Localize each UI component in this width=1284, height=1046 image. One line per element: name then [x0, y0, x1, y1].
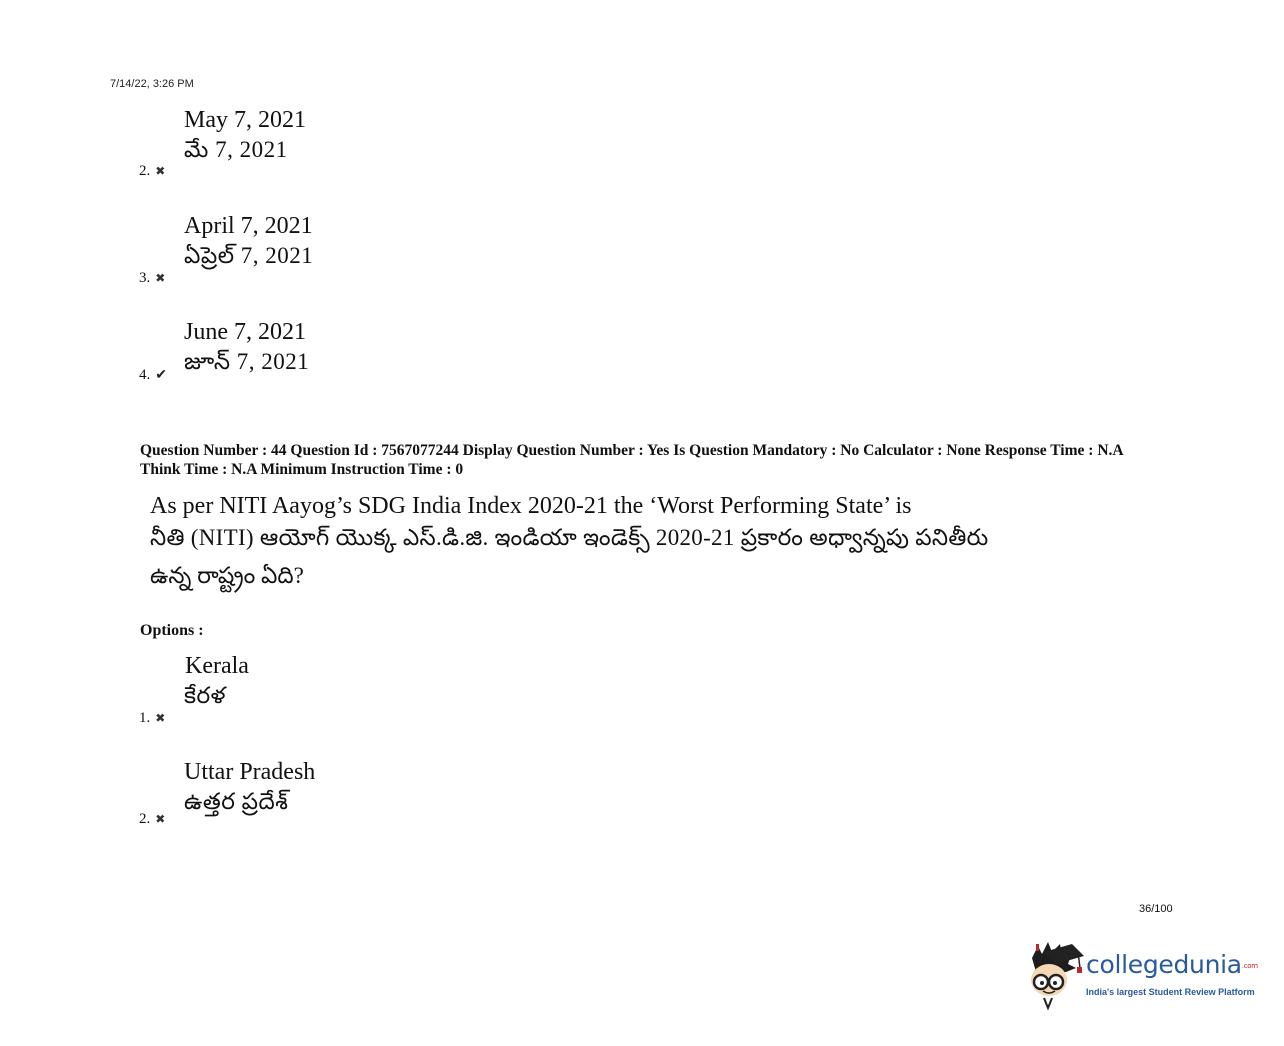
option-2-telugu: ఉత్తర ప్రదేశ్	[184, 789, 289, 814]
prev-option-4-telugu: జూన్ 7, 2021	[184, 349, 310, 374]
prev-option-2-english: May 7, 2021	[184, 107, 306, 133]
prev-option-4-number-row	[139, 367, 167, 384]
prev-option-3-telugu: ఏప్రెల్ 7, 2021	[184, 243, 314, 268]
prev-option-3-number-row	[139, 270, 165, 287]
cross-icon: ✖	[155, 164, 166, 178]
option-1-number-row	[139, 710, 165, 727]
prev-option-4-english: June 7, 2021	[184, 319, 306, 345]
page-number: 36/100	[1139, 903, 1173, 915]
prev-option-3-english: April 7, 2021	[184, 213, 313, 239]
question-text-english: As per NITI Aayog’s SDG India Index 2020-21 the ‘Worst Performing State’ is	[150, 493, 912, 519]
check-icon: ✔	[155, 368, 167, 383]
option-2-english: Uttar Pradesh	[184, 759, 316, 785]
option-number: 2.	[139, 163, 151, 179]
logo-text: collegedunia	[1086, 950, 1242, 979]
logo-wordmark	[1086, 950, 1258, 979]
print-timestamp: 7/14/22, 3:26 PM	[110, 78, 194, 90]
collegedunia-logo	[1022, 938, 1262, 1010]
prev-option-2-telugu: మే 7, 2021	[184, 137, 288, 162]
logo-tagline: India's largest Student Review Platform	[1086, 987, 1255, 997]
logo-suffix: .com	[1241, 962, 1258, 970]
question-text-telugu-line-2: ఉన్న రాష్ట్రం ఏది?	[150, 563, 304, 588]
cross-icon: ✖	[155, 711, 166, 725]
option-1-english: Kerala	[185, 653, 249, 679]
option-number: 2.	[139, 811, 151, 827]
option-number: 3.	[139, 270, 151, 286]
cross-icon: ✖	[155, 812, 166, 826]
student-mascot-icon	[1022, 938, 1086, 1010]
option-2-number-row	[139, 811, 165, 828]
prev-option-2-number-row	[139, 163, 165, 180]
option-number: 1.	[139, 710, 151, 726]
question-text-telugu-line-1: నీతి (NITI) ఆయోగ్ యొక్క ఎస్.డి.జి. ఇండియా ఇండెక్స్ 2020-21 ప్రకారం అధ్వాన్నపు పనితీరు	[150, 525, 989, 550]
option-number: 4.	[139, 367, 151, 383]
question-metadata: Question Number : 44 Question Id : 7567077244 Display Question Number : Yes Is Question Mandatory : No Calculator : None Response Time : N.A Think Time : N.A Minimum Instruction Time : 0	[140, 442, 1123, 478]
option-1-telugu: కేరళ	[184, 683, 226, 708]
cross-icon: ✖	[155, 271, 166, 285]
options-label: Options :	[140, 622, 204, 639]
